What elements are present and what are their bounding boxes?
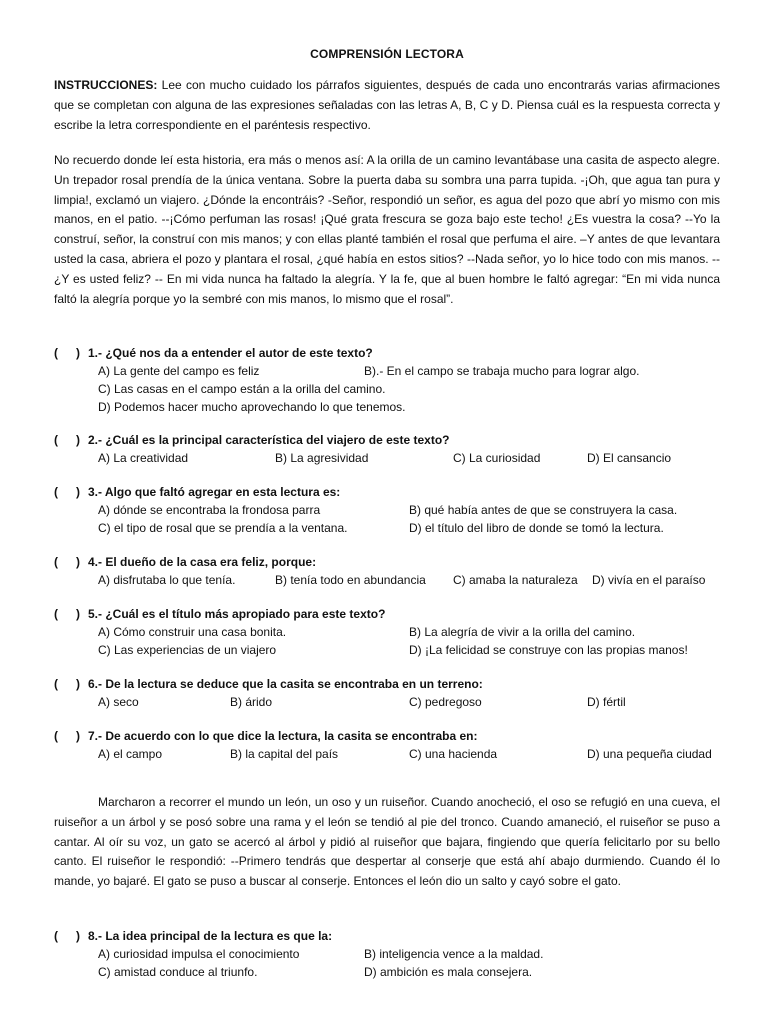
answer-paren-open: ( [54,555,58,569]
question-text: 4.- El dueño de la casa era feliz, porque: [88,555,317,569]
option-d: D) vivía en el paraíso [592,573,706,587]
question-text: 6.- De la lectura se deduce que la casita se encontraba en un terreno: [88,677,483,691]
option-a: A) el campo [98,747,163,761]
option-c: C) amaba la naturaleza [453,573,578,587]
option-c: C) Las casas en el campo están a la orilla del camino. [98,382,386,396]
answer-paren-open: ( [54,485,58,499]
option-c: C) una hacienda [409,747,498,761]
answer-paren-open: ( [54,346,58,360]
reading-passage-1: No recuerdo donde leí esta historia, era más o menos así: A la orilla de un camino levantábase una casita de aspecto alegre. Un trepador rosal prendía de la única ventana. Sobre la puerta daba su sombra una parra tupida. -¡Oh, que agua tan pura y limpia!, exclamó un viajero. ¿Dónde la encontráis? -Señor, respondió un señor, es agua del pozo que abrí yo mismo con mis manos, en el patio. --¡Cómo perfuman las rosas! ¡Qué grata frescura se goza bajo este techo! ¿Es vuestra la cosa? --Yo la construí, señor, la construí con mis manos; y con ellas planté también el rosal que perfuma el aire. –Y antes de que levantara usted la casa, abriera el pozo y plantara el rosal, ¿qué había en estos sitios? --Nada señor, yo lo hice todo con mis manos. --¿Y es usted feliz? -- En mi vida nunca ha faltado la alegría. Y la fe, que al buen hombre le faltó agregar: “En mi vida nunca faltó la alegría porque yo la sembré con mis manos, lo mismo que el rosal”. [54,153,720,306]
option-a: A) La gente del campo es feliz [98,364,260,378]
option-d: D) el título del libro de donde se tomó la lectura. [409,521,664,535]
option-a: A) disfrutaba lo que tenía. [98,573,236,587]
question-3 [54,483,744,537]
option-b: B) tenía todo en abundancia [275,573,426,587]
question-text: 1.- ¿Qué nos da a entender el autor de este texto? [88,346,373,360]
question-4 [54,553,744,589]
option-c: C) amistad conduce al triunfo. [98,965,258,979]
option-d: D) fértil [587,695,626,709]
instructions-label: INSTRUCCIONES: [54,78,158,92]
answer-paren-close: ) [76,607,80,621]
answer-paren-open: ( [54,433,58,447]
option-c: C) Las experiencias de un viajero [98,643,277,657]
option-a: A) seco [98,695,139,709]
question-text: 5.- ¿Cuál es el título más apropiado para este texto? [88,607,386,621]
page-title: COMPRENSIÓN LECTORA [310,47,464,61]
option-d: D) El cansancio [587,451,672,465]
question-5 [54,605,744,659]
option-a: A) curiosidad impulsa el conocimiento [98,947,300,961]
option-c: C) el tipo de rosal que se prendía a la ventana. [98,521,348,535]
option-c: C) pedregoso [409,695,482,709]
option-b: B) La agresividad [275,451,369,465]
option-b: B) la capital del país [230,747,339,761]
answer-paren-open: ( [54,607,58,621]
option-b: B).- En el campo se trabaja mucho para lograr algo. [364,364,640,378]
option-d: D) Podemos hacer mucho aprovechando lo que tenemos. [98,400,406,414]
option-a: A) Cómo construir una casa bonita. [98,625,287,639]
option-d: D) una pequeña ciudad [587,747,712,761]
option-a: A) La creatividad [98,451,189,465]
question-8 [54,927,744,981]
question-text: 2.- ¿Cuál es la principal característica del viajero de este texto? [88,433,450,447]
answer-paren-close: ) [76,929,80,943]
instructions-paragraph [54,76,720,135]
question-text: 3.- Algo que faltó agregar en esta lectura es: [88,485,341,499]
answer-paren-close: ) [76,729,80,743]
option-b: B) La alegría de vivir a la orilla del camino. [409,625,636,639]
answer-paren-close: ) [76,555,80,569]
option-d: D) ambición es mala consejera. [364,965,533,979]
question-1 [54,344,744,416]
option-b: B) qué había antes de que se construyera la casa. [409,503,678,517]
reading-passage-2: Marcharon a recorrer el mundo un león, un oso y un ruiseñor. Cuando anocheció, el oso se refugió en una cueva, el ruiseñor a un árbol y se posó sobre una rama y el león se tendió al pie del tronco. Cuando amaneció, el ruiseñor se puso a cantar. Al oír su voz, un gato se acercó al árbol y pidió al ruiseñor que bajara, fingiendo que quería felicitarlo por su bello canto. El ruiseñor le respondió: --Primero tendrás que despertar al conserje que está ahí abajo durmiendo. Cuando él lo mande, yo bajaré. El gato se puso a buscar al conserje. Entonces el león dio un salto y cayó sobre el gato. [54,795,720,889]
option-d: D) ¡La felicidad se construye con las propias manos! [409,643,688,657]
answer-paren-close: ) [76,346,80,360]
option-b: B) árido [230,695,273,709]
option-a: A) dónde se encontraba la frondosa parra [98,503,321,517]
instructions-text: Lee con mucho cuidado los párrafos siguientes, después de cada uno encontrarás varias afirmaciones que se completan con alguna de las expresiones señaladas con las letras A, B, C y D. Piensa cuál es la respuesta correcta y escribe la letra correspondiente en el paréntesis respectivo. [54,78,720,132]
option-b: B) inteligencia vence a la maldad. [364,947,544,961]
answer-paren-open: ( [54,729,58,743]
question-6 [54,675,744,711]
question-text: 7.- De acuerdo con lo que dice la lectura, la casita se encontraba en: [88,729,478,743]
answer-paren-close: ) [76,677,80,691]
option-c: C) La curiosidad [453,451,541,465]
answer-paren-open: ( [54,929,58,943]
question-7 [54,727,744,763]
answer-paren-close: ) [76,433,80,447]
question-text: 8.- La idea principal de la lectura es que la: [88,929,333,943]
answer-paren-close: ) [76,485,80,499]
question-2 [54,431,744,467]
answer-paren-open: ( [54,677,58,691]
